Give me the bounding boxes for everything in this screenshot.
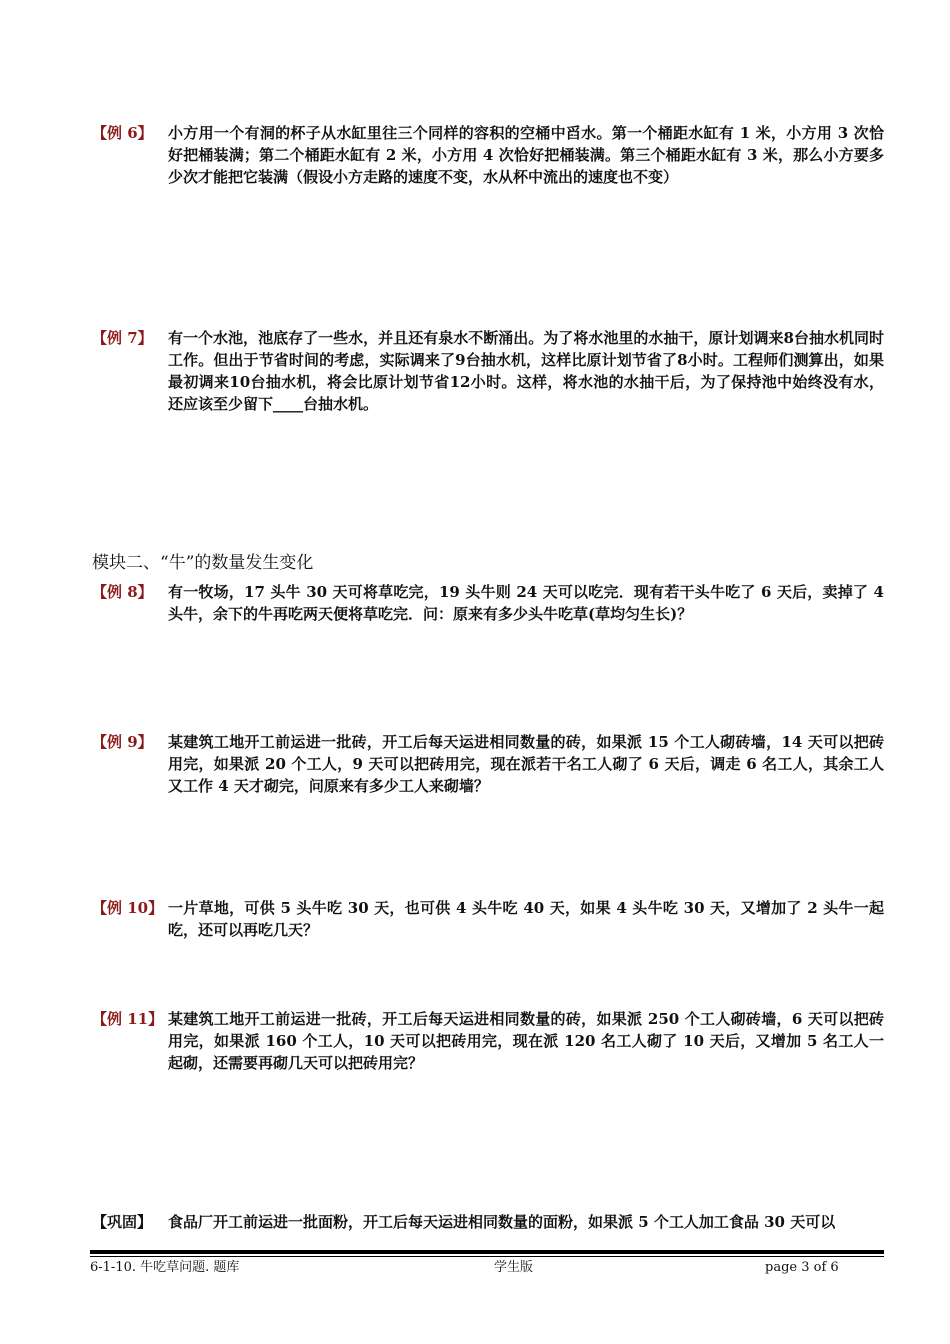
footer-divider	[90, 1250, 884, 1254]
problem-text: 某建筑工地开工前运进一批砖，开工后每天运进相同数量的砖，如果派 15 个工人砌砖墙，14 天可以把砖用完，如果派 20 个工人，9 天可以把砖用完，现在派若干名工人砌了 6 天后，调走 6 名工人，其余工人又工作 4 天才砌完，问原来有多少工人来砌墙？	[168, 733, 884, 795]
problem-7	[92, 327, 884, 415]
problem-tag: 【例 10】	[92, 899, 164, 917]
problem-tag: 【例 9】	[92, 733, 153, 751]
footer-divider-thin	[90, 1256, 884, 1257]
problem-text: 有一牧场，17 头牛 30 天可将草吃完，19 头牛则 24 天可以吃完．现有若干头牛吃了 6 天后，卖掉了 4 头牛，余下的牛再吃两天便将草吃完．问：原来有多少头牛吃草(草均匀生长)？	[168, 583, 884, 623]
footer-page-number: page 3 of 6	[765, 1260, 839, 1275]
problem-11	[92, 1008, 884, 1074]
module-title: 模块二、“牛”的数量发生变化	[92, 553, 314, 573]
problem-text: 有一个水池，池底存了一些水，并且还有泉水不断涌出。为了将水池里的水抽干，原计划调来8台抽水机同时工作。但出于节省时间的考虑，实际调来了9台抽水机，这样比原计划节省了8小时。工程师们测算出，如果最初调来10台抽水机，将会比原计划节省12小时。这样，将水池的水抽干后，为了保持池中始终没有水，还应该至少留下____台抽水机。	[168, 329, 884, 413]
problem-tag: 【例 8】	[92, 583, 153, 601]
problem-9	[92, 731, 884, 797]
problem-text: 食品厂开工前运进一批面粉，开工后每天运进相同数量的面粉，如果派 5 个工人加工食品 30 天可以	[168, 1213, 836, 1231]
problem-text: 一片草地，可供 5 头牛吃 30 天，也可供 4 头牛吃 40 天，如果 4 头牛吃 30 天，又增加了 2 头牛一起吃，还可以再吃几天？	[168, 899, 884, 939]
problem-tag: 【巩固】	[92, 1213, 153, 1231]
problem-8	[92, 581, 884, 625]
problem-tag: 【例 11】	[92, 1010, 164, 1028]
problem-10	[92, 897, 884, 941]
problem-consolidation	[92, 1211, 884, 1233]
problem-text: 某建筑工地开工前运进一批砖，开工后每天运进相同数量的砖，如果派 250 个工人砌砖墙，6 天可以把砖用完，如果派 160 个工人，10 天可以把砖用完，现在派 120 名工人砌了 10 天后，又增加 5 名工人一起砌，还需要再砌几天可以把砖用完？	[168, 1010, 884, 1072]
problem-tag: 【例 7】	[92, 329, 153, 347]
problem-tag: 【例 6】	[92, 124, 153, 142]
problem-6	[92, 122, 884, 188]
problem-text: 小方用一个有洞的杯子从水缸里往三个同样的容积的空桶中舀水。第一个桶距水缸有 1 米，小方用 3 次恰好把桶装满；第二个桶距水缸有 2 米，小方用 4 次恰好把桶装满。第三个桶距水缸有 3 米，那么小方要多少次才能把它装满（假设小方走路的速度不变，水从杯中流出的速度也不变）	[168, 124, 884, 186]
footer-doc-name: 6-1-10. 牛吃草问题. 题库	[90, 1260, 240, 1275]
footer-edition: 学生版	[494, 1260, 534, 1275]
